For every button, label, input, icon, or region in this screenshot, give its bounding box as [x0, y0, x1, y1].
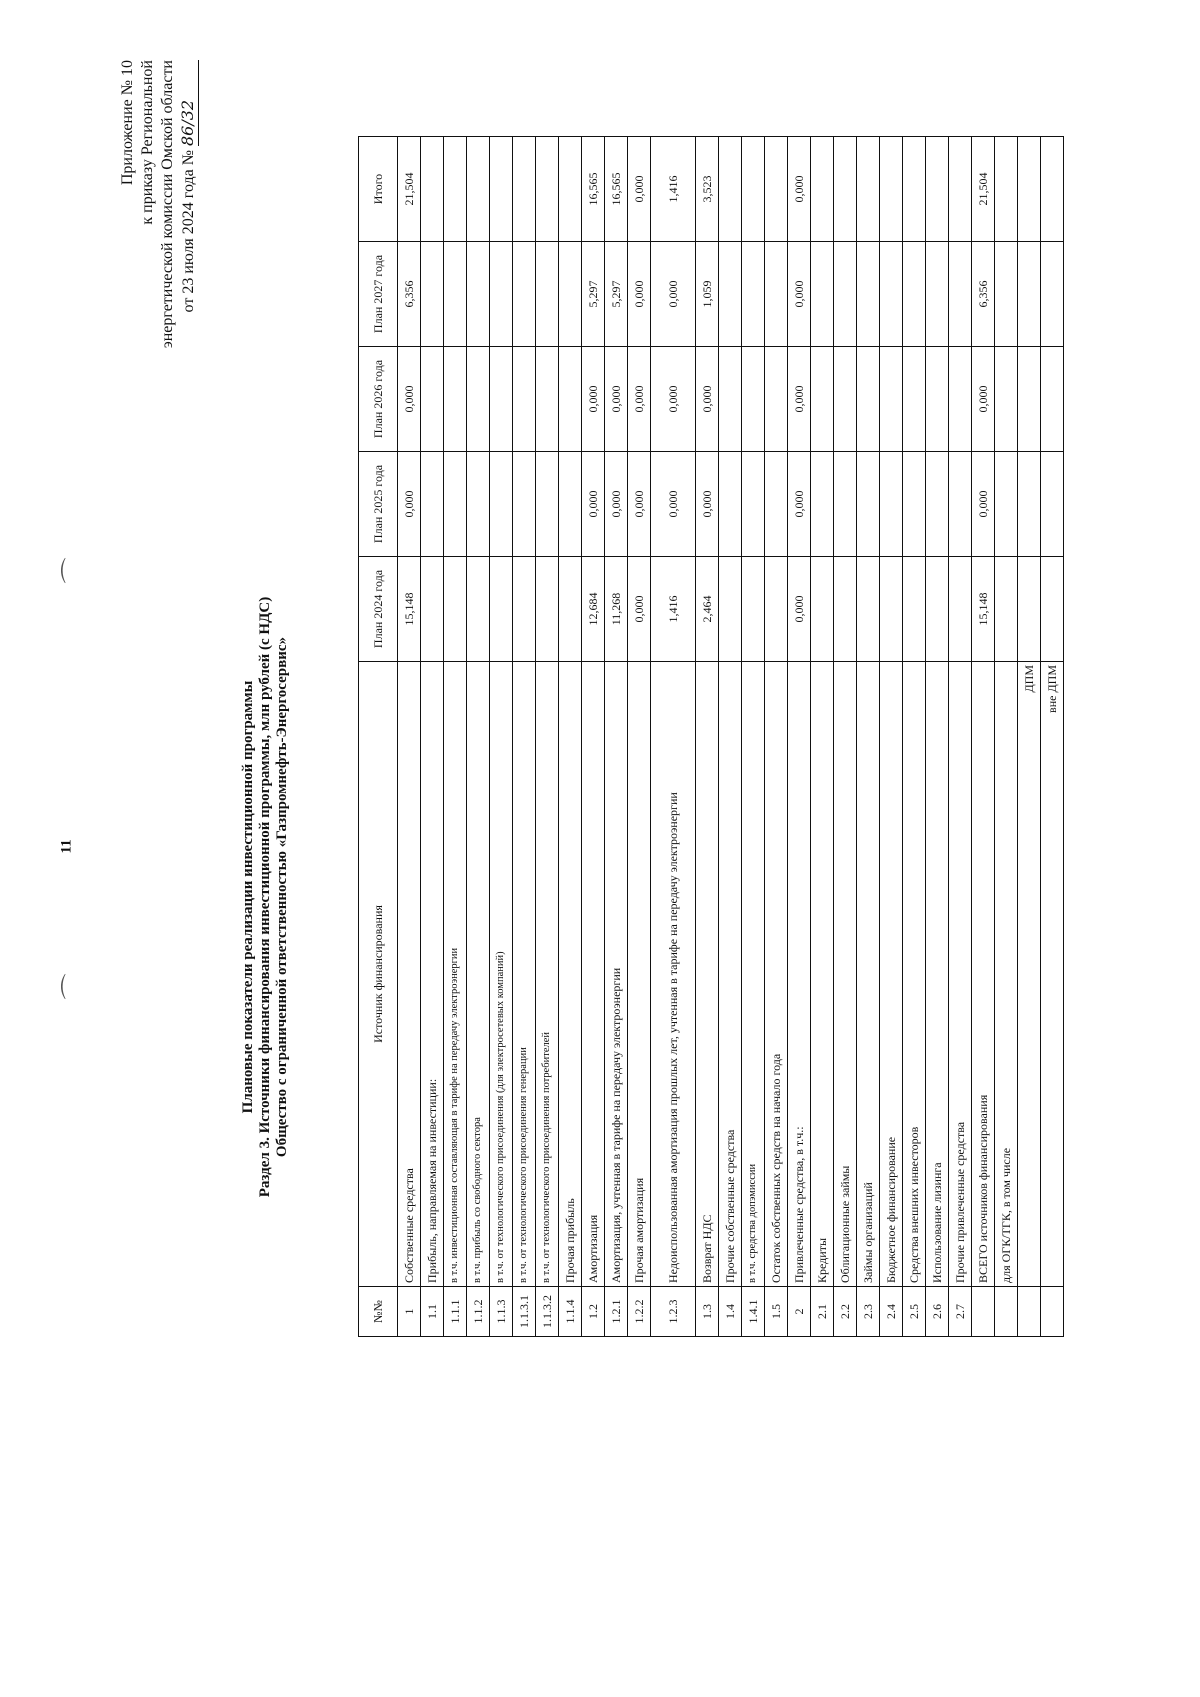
row-number: 1.1.3.2	[536, 1287, 559, 1337]
row-number: 1.1.3	[490, 1287, 513, 1337]
table-row	[444, 137, 467, 1337]
cell-plan-2025: 0,000	[605, 452, 628, 557]
cell-total	[926, 137, 949, 242]
table-row	[628, 137, 651, 1337]
row-source-name: для ОГК/ТГК, в том числе	[995, 662, 1018, 1287]
row-source-name: вне ДПМ	[1041, 662, 1064, 1287]
cell-plan-2026	[513, 347, 536, 452]
cell-plan-2027	[880, 242, 903, 347]
cell-total	[536, 137, 559, 242]
cell-plan-2027: 0,000	[628, 242, 651, 347]
cell-total	[857, 137, 880, 242]
cell-plan-2027	[995, 242, 1018, 347]
cell-plan-2026	[949, 347, 972, 452]
cell-total	[513, 137, 536, 242]
cell-total: 0,000	[788, 137, 811, 242]
table-row	[742, 137, 765, 1337]
table-row	[513, 137, 536, 1337]
cell-plan-2025: 0,000	[628, 452, 651, 557]
cell-plan-2027: 6,356	[972, 242, 995, 347]
row-number: 2.7	[949, 1287, 972, 1337]
row-source-name: в т.ч. от технологического присоединения (для электросетевых компаний)	[490, 662, 513, 1287]
row-source-name: ВСЕГО источников финансирования	[972, 662, 995, 1287]
cell-total	[903, 137, 926, 242]
row-source-name: Прочая прибыль	[559, 662, 582, 1287]
cell-plan-2027	[1018, 242, 1041, 347]
header-total: Итого	[359, 137, 398, 242]
header-plan-2026: План 2026 года	[359, 347, 398, 452]
cell-plan-2024	[1018, 557, 1041, 662]
cell-plan-2025: 0,000	[582, 452, 605, 557]
cell-plan-2024	[903, 557, 926, 662]
cell-plan-2026: 0,000	[582, 347, 605, 452]
table-row	[559, 137, 582, 1337]
cell-plan-2026	[926, 347, 949, 452]
row-source-name: в т.ч. прибыль со свободного сектора	[467, 662, 490, 1287]
cell-plan-2024: 0,000	[788, 557, 811, 662]
cell-plan-2026	[467, 347, 490, 452]
row-source-name: Амортизация, учтенная в тарифе на передачу электроэнергии	[605, 662, 628, 1287]
cell-plan-2024	[857, 557, 880, 662]
table-row	[926, 137, 949, 1337]
cell-total	[490, 137, 513, 242]
row-source-name: Прибыль, направляемая на инвестиции:	[421, 662, 444, 1287]
table-row	[834, 137, 857, 1337]
cell-plan-2025	[719, 452, 742, 557]
cell-total	[719, 137, 742, 242]
cell-plan-2026: 0,000	[605, 347, 628, 452]
cell-plan-2027	[536, 242, 559, 347]
document-titles	[240, 397, 291, 1397]
row-number: 1.2	[582, 1287, 605, 1337]
cell-plan-2027	[742, 242, 765, 347]
cell-total	[995, 137, 1018, 242]
header-source: Источник финансирования	[359, 662, 398, 1287]
hole-punch-mark: ⌒	[60, 973, 90, 1000]
table-row	[651, 137, 696, 1337]
table-row	[421, 137, 444, 1337]
cell-plan-2026: 0,000	[628, 347, 651, 452]
cell-plan-2026	[1041, 347, 1064, 452]
cell-plan-2024	[834, 557, 857, 662]
cell-plan-2025	[536, 452, 559, 557]
table-body	[398, 137, 1064, 1337]
cell-total	[811, 137, 834, 242]
cell-plan-2026: 0,000	[398, 347, 421, 452]
header-plan-2024: План 2024 года	[359, 557, 398, 662]
cell-plan-2024: 15,148	[398, 557, 421, 662]
cell-plan-2025	[765, 452, 788, 557]
row-number: 1.4.1	[742, 1287, 765, 1337]
cell-plan-2024	[421, 557, 444, 662]
row-number: 2.4	[880, 1287, 903, 1337]
table-header-row	[359, 137, 398, 1337]
cell-plan-2024	[559, 557, 582, 662]
cell-plan-2026	[421, 347, 444, 452]
header-plan-2025: План 2025 года	[359, 452, 398, 557]
cell-plan-2025	[834, 452, 857, 557]
row-source-name: Недоиспользованная амортизация прошлых лет, учтенная в тарифе на передачу электроэнергии	[651, 662, 696, 1287]
cell-plan-2026	[765, 347, 788, 452]
table-row	[467, 137, 490, 1337]
cell-plan-2027	[903, 242, 926, 347]
row-number: 2.6	[926, 1287, 949, 1337]
table-row	[605, 137, 628, 1337]
cell-total: 0,000	[628, 137, 651, 242]
row-number: 1.2.3	[651, 1287, 696, 1337]
cell-plan-2026	[903, 347, 926, 452]
cell-plan-2025	[421, 452, 444, 557]
cell-total	[880, 137, 903, 242]
row-source-name: Бюджетное финансирование	[880, 662, 903, 1287]
cell-plan-2026	[880, 347, 903, 452]
cell-plan-2026: 0,000	[696, 347, 719, 452]
table-row	[1018, 137, 1041, 1337]
cell-plan-2026	[719, 347, 742, 452]
cell-plan-2025: 0,000	[696, 452, 719, 557]
cell-plan-2025	[513, 452, 536, 557]
cell-plan-2026	[834, 347, 857, 452]
table-row	[536, 137, 559, 1337]
row-source-name: Прочая амортизация	[628, 662, 651, 1287]
cell-total	[559, 137, 582, 242]
row-number	[995, 1287, 1018, 1337]
cell-total: 16,565	[605, 137, 628, 242]
cell-plan-2027: 0,000	[651, 242, 696, 347]
cell-plan-2025	[903, 452, 926, 557]
cell-plan-2024	[467, 557, 490, 662]
cell-plan-2027	[765, 242, 788, 347]
cell-plan-2026	[559, 347, 582, 452]
row-source-name: Прочие привлеченные средства	[949, 662, 972, 1287]
cell-plan-2027: 6,356	[398, 242, 421, 347]
cell-total: 3,523	[696, 137, 719, 242]
row-number: 1.2.2	[628, 1287, 651, 1337]
cell-plan-2025	[490, 452, 513, 557]
cell-plan-2025	[742, 452, 765, 557]
row-number: 1	[398, 1287, 421, 1337]
cell-plan-2025: 0,000	[651, 452, 696, 557]
cell-plan-2024	[811, 557, 834, 662]
table-row	[1041, 137, 1064, 1337]
cell-plan-2026	[490, 347, 513, 452]
cell-plan-2024	[926, 557, 949, 662]
cell-plan-2027: 5,297	[582, 242, 605, 347]
table-row	[765, 137, 788, 1337]
cell-total	[467, 137, 490, 242]
cell-plan-2024	[719, 557, 742, 662]
cell-plan-2027	[513, 242, 536, 347]
cell-plan-2027	[559, 242, 582, 347]
table-row	[903, 137, 926, 1337]
row-source-name: в т.ч. средства допэмиссии	[742, 662, 765, 1287]
cell-total	[1018, 137, 1041, 242]
cell-plan-2026: 0,000	[651, 347, 696, 452]
cell-plan-2025	[926, 452, 949, 557]
cell-total: 21,504	[972, 137, 995, 242]
row-number: 1.4	[719, 1287, 742, 1337]
row-number: 2.3	[857, 1287, 880, 1337]
order-number: 86/32	[178, 60, 199, 146]
cell-total	[765, 137, 788, 242]
cell-total	[421, 137, 444, 242]
cell-plan-2025	[949, 452, 972, 557]
table-row	[398, 137, 421, 1337]
row-source-name: Собственные средства	[398, 662, 421, 1287]
cell-plan-2025	[857, 452, 880, 557]
cell-plan-2027	[834, 242, 857, 347]
title-line-3: Общество с ограниченной ответственностью «Газпромнефть-Энергосервис»	[274, 636, 290, 1158]
appendix-line-3: энергетической комиссии Омской области	[159, 60, 176, 349]
cell-plan-2027: 5,297	[605, 242, 628, 347]
cell-plan-2024: 0,000	[628, 557, 651, 662]
cell-plan-2025	[880, 452, 903, 557]
cell-plan-2025	[467, 452, 490, 557]
cell-plan-2025	[1018, 452, 1041, 557]
row-source-name: Амортизация	[582, 662, 605, 1287]
cell-plan-2027	[444, 242, 467, 347]
table-row	[696, 137, 719, 1337]
cell-plan-2027	[857, 242, 880, 347]
row-source-name: Займы организаций	[857, 662, 880, 1287]
table-row	[719, 137, 742, 1337]
cell-plan-2027	[490, 242, 513, 347]
row-source-name: Средства внешних инвесторов	[903, 662, 926, 1287]
row-source-name: Остаток собственных средств на начало года	[765, 662, 788, 1287]
row-number: 2.2	[834, 1287, 857, 1337]
header-num: №№	[359, 1287, 398, 1337]
cell-plan-2027	[811, 242, 834, 347]
cell-plan-2024: 11,268	[605, 557, 628, 662]
cell-plan-2026	[536, 347, 559, 452]
cell-plan-2024	[995, 557, 1018, 662]
row-number: 1.1.1	[444, 1287, 467, 1337]
cell-plan-2024: 15,148	[972, 557, 995, 662]
cell-plan-2027	[719, 242, 742, 347]
cell-total: 1,416	[651, 137, 696, 242]
table-row	[949, 137, 972, 1337]
table-row	[995, 137, 1018, 1337]
cell-plan-2026: 0,000	[972, 347, 995, 452]
cell-total: 16,565	[582, 137, 605, 242]
cell-plan-2025	[559, 452, 582, 557]
cell-plan-2026	[742, 347, 765, 452]
appendix-line-1: Приложение № 10	[119, 60, 136, 186]
cell-plan-2026	[995, 347, 1018, 452]
row-source-name: Кредиты	[811, 662, 834, 1287]
cell-total	[949, 137, 972, 242]
cell-plan-2027: 1,059	[696, 242, 719, 347]
cell-plan-2025	[1041, 452, 1064, 557]
cell-plan-2027	[1041, 242, 1064, 347]
cell-plan-2027	[926, 242, 949, 347]
row-source-name: Прочие собственные средства	[719, 662, 742, 1287]
row-source-name: Привлеченные средства, в т.ч.:	[788, 662, 811, 1287]
cell-plan-2026	[444, 347, 467, 452]
cell-plan-2026	[811, 347, 834, 452]
row-number: 1.1.2	[467, 1287, 490, 1337]
cell-plan-2025: 0,000	[398, 452, 421, 557]
row-source-name: в т.ч. от технологического присоединения потребителей	[536, 662, 559, 1287]
cell-plan-2025	[995, 452, 1018, 557]
row-number: 1.1.3.1	[513, 1287, 536, 1337]
cell-plan-2024	[444, 557, 467, 662]
cell-plan-2027	[949, 242, 972, 347]
appendix-line-4	[178, 60, 199, 580]
appendix-header	[118, 60, 199, 580]
row-number	[1041, 1287, 1064, 1337]
row-number: 2	[788, 1287, 811, 1337]
title-line-2: Раздел 3. Источники финансирования инвестиционной программы, млн рублей (с НДС)	[257, 596, 273, 1198]
cell-plan-2024	[765, 557, 788, 662]
row-source-name: ДПМ	[1018, 662, 1041, 1287]
cell-plan-2026	[1018, 347, 1041, 452]
table-row	[880, 137, 903, 1337]
row-number: 1.3	[696, 1287, 719, 1337]
row-source-name: Возврат НДС	[696, 662, 719, 1287]
row-source-name: Облигационные займы	[834, 662, 857, 1287]
title-line-1: Плановые показатели реализации инвестиционной программы	[240, 680, 256, 1114]
table-row	[490, 137, 513, 1337]
cell-plan-2024: 1,416	[651, 557, 696, 662]
cell-plan-2024	[880, 557, 903, 662]
row-number	[1018, 1287, 1041, 1337]
cell-plan-2025: 0,000	[788, 452, 811, 557]
cell-plan-2025	[444, 452, 467, 557]
cell-plan-2024	[1041, 557, 1064, 662]
financing-table	[358, 136, 1064, 1337]
table-row	[857, 137, 880, 1337]
cell-plan-2025	[811, 452, 834, 557]
cell-total	[1041, 137, 1064, 242]
table-row	[788, 137, 811, 1337]
cell-plan-2027: 0,000	[788, 242, 811, 347]
row-number	[972, 1287, 995, 1337]
cell-plan-2027	[467, 242, 490, 347]
row-number: 1.1.4	[559, 1287, 582, 1337]
row-number: 2.1	[811, 1287, 834, 1337]
row-number: 2.5	[903, 1287, 926, 1337]
appendix-line-2: к приказу Региональной	[139, 60, 156, 225]
table-row	[811, 137, 834, 1337]
row-number: 1.2.1	[605, 1287, 628, 1337]
row-source-name: в т.ч. от технологического присоединения генерации	[513, 662, 536, 1287]
cell-plan-2027	[421, 242, 444, 347]
hole-punch-mark: ⌒	[60, 557, 90, 584]
cell-plan-2026	[857, 347, 880, 452]
cell-plan-2024	[949, 557, 972, 662]
cell-plan-2024	[490, 557, 513, 662]
cell-total: 21,504	[398, 137, 421, 242]
page-number: 11	[58, 839, 75, 854]
cell-total	[834, 137, 857, 242]
appendix-date-text: от 23 июля 2024 года №	[180, 150, 197, 313]
table-row	[972, 137, 995, 1337]
cell-plan-2024: 2,464	[696, 557, 719, 662]
table-row	[582, 137, 605, 1337]
cell-plan-2024: 12,684	[582, 557, 605, 662]
row-number: 1.1	[421, 1287, 444, 1337]
cell-plan-2024	[742, 557, 765, 662]
row-source-name: в т.ч. инвестиционная составляющая в тарифе на передачу электроэнергии	[444, 662, 467, 1287]
cell-plan-2025: 0,000	[972, 452, 995, 557]
cell-plan-2024	[536, 557, 559, 662]
header-plan-2027: План 2027 года	[359, 242, 398, 347]
cell-total	[742, 137, 765, 242]
row-number: 1.5	[765, 1287, 788, 1337]
cell-plan-2026: 0,000	[788, 347, 811, 452]
cell-plan-2024	[513, 557, 536, 662]
cell-total	[444, 137, 467, 242]
row-source-name: Использование лизинга	[926, 662, 949, 1287]
